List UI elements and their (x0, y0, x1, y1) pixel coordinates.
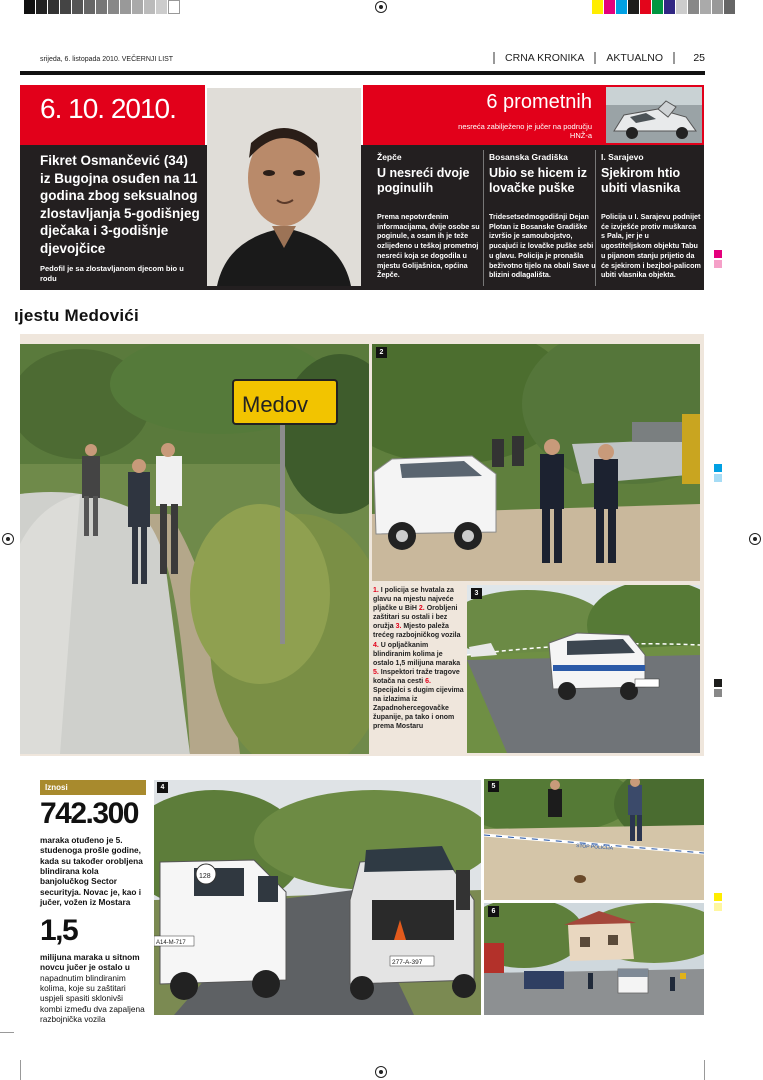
divider (493, 52, 495, 64)
news-body: Policija u I. Sarajevu podnijet će izvješće protiv muškarca s Pala, jer je u ugostiteljskom objektu Tabu u pijanom stanju prijetio da će sjekirom i bezjbol-palicom ubiti vlasnika objekta. (601, 212, 701, 280)
photo-1-road-sign (20, 344, 369, 754)
news-body: Tridesetsedmogodišnji Dejan Plotan iz Bosanske Gradiške izvršio je samoubojstvo, pucajući iz lovačke puške sebi u glavu. Policija je pronašla beživotno tijelo na obali Save u blizini odlagališta. (489, 212, 596, 280)
crop-line (0, 1032, 14, 1033)
publication-name: VEČERNJI LIST (121, 56, 174, 63)
caption-text: I policija se hvatala za glavu na mjestu najveće pljačke u BiH (373, 587, 454, 613)
news-place: Žepče (377, 152, 402, 162)
lead-headline: Fikret Osmančević (34) iz Bugojna osuđen na 11 godina zbog seksualnog zlostavljanja 5-godišnjeg dječaka i 3-godišnje djevojčice (40, 153, 200, 256)
photo-number-badge: 5 (488, 781, 499, 792)
caption-number: 3. (395, 623, 402, 631)
news-item (601, 152, 701, 286)
caption-text: Orobljeni zaštitari su ostali i bez oružja (373, 605, 458, 631)
amount-description-rest: napadnutim blindiranim kolima, koje su zaštitari uspjeli spasiti sklonivši kombi između dva zapaljena razbojnička vozila (40, 972, 145, 1025)
caption-number: 2. (418, 605, 425, 613)
checkpoint-scene (484, 903, 704, 1015)
magenta-swatch (714, 260, 722, 268)
amount-description: maraka otuđeno je 5. studenoga prošle godine, kada su također orobljena blindirana kola banjolučkog Sector securityja. Novac je, kao i jučer, vožen iz Mostara (40, 835, 143, 908)
van-number: 128 (199, 873, 211, 880)
date-line: srijeda, 6. listopada 2010. (40, 56, 120, 63)
photo-6-specials-checkpoint (484, 903, 704, 1015)
registration-mark-icon (375, 1, 387, 13)
news-place: Bosanska Gradiška (489, 152, 568, 162)
amount-description (40, 952, 146, 1025)
cmyk-color-bar (592, 0, 736, 14)
news-headline: Sjekirom htio ubiti vlasnika (601, 166, 681, 195)
photo-number-badge: 2 (376, 347, 387, 358)
caption-text: U opljačkanim blindiranim kolima je ostalo 1,5 milijuna maraka (373, 641, 461, 667)
page-number: 25 (693, 52, 705, 64)
section-title: ıjestu Medovići (14, 306, 139, 325)
amount-1-5: 1,5 (40, 914, 78, 947)
sign-text: Medov (242, 392, 309, 417)
photo-caption (373, 586, 465, 732)
caption-text: Specijalci s dugim cijevima na izlazima iz Zapadnohercegovačke županije, pa tako i onom prema Mostaru (373, 687, 464, 731)
inspectors-scene (484, 779, 704, 900)
date-banner (20, 85, 205, 145)
section-label-secondary: AKTUALNO (606, 52, 663, 64)
car-plate: 277-A-397 (392, 959, 423, 966)
divider (673, 52, 675, 64)
crashed-car-illustration (606, 87, 702, 143)
photo-4-armored-van (154, 780, 481, 1015)
amount-description-bold: milijuna maraka u sitnom novcu jučer je ostalo u (40, 952, 140, 973)
caption-number: 6. (425, 677, 431, 685)
stat-subtext: nesreća zabilježeno je jučer na području HNŽ-a (458, 122, 592, 141)
photo-5-inspectors (484, 779, 704, 900)
black-swatch (714, 689, 722, 697)
photo-number-badge: 3 (471, 588, 482, 599)
caption-text: Inspektori traže tragove kotača na cesti (373, 668, 460, 685)
caption-number: 4. (373, 641, 379, 649)
lead-subtext: Pedofil je sa zlostavljanom djecom bio u rodu (40, 264, 184, 284)
cyan-swatch (714, 464, 722, 472)
amount-742300: 742.300 (40, 797, 138, 830)
registration-mark-icon (749, 533, 761, 545)
section-nav (493, 52, 675, 64)
registration-mark-icon (2, 533, 14, 545)
iznosi-label: Iznosi (40, 780, 146, 795)
photo-3-police-car (467, 585, 700, 753)
crash-photo (604, 85, 704, 145)
armored-van-scene (154, 780, 481, 1015)
portrait-illustration (207, 88, 361, 286)
news-headline: U nesreći dvoje poginulih (377, 166, 470, 195)
police-car-scene (467, 585, 700, 753)
news-item (377, 152, 485, 286)
yellow-swatch (714, 903, 722, 911)
registration-mark-icon (375, 1066, 387, 1078)
cyan-swatch (714, 474, 722, 482)
photo-2-police-at-scene (372, 344, 700, 581)
tape-text: STOP POLICIJA (575, 843, 614, 852)
news-item (489, 152, 597, 286)
stat-number: 6 prometnih (486, 91, 592, 113)
caption-number: 1. (373, 587, 379, 594)
section-label-primary: CRNA KRONIKA (505, 52, 585, 64)
divider (594, 52, 596, 64)
stat-banner (363, 85, 604, 145)
portrait-photo (207, 88, 361, 286)
caption-number: 5. (373, 668, 379, 676)
crop-line (20, 1060, 21, 1080)
black-swatch (714, 679, 722, 687)
caption-text: Mjesto paleža trećeg razbojničkog vozila (373, 623, 461, 640)
road-sign-scene (20, 344, 369, 754)
yellow-swatch (714, 893, 722, 901)
news-place: I. Sarajevo (601, 152, 644, 162)
header-rule (20, 71, 705, 75)
crop-line (704, 1060, 705, 1080)
police-scene (372, 344, 700, 581)
grayscale-color-bar (24, 0, 180, 14)
van-plate: A14-M-717 (156, 940, 186, 946)
news-headline: Ubio se hicem iz lovačke puške (489, 166, 587, 195)
news-body: Prema nepotvrđenim informacijama, dvije osobe su poginule, a osam ih je teže ozlijeđeno u teškoj prometnoj nesreći koja se dogodila u mjestu Golijašnica, općina Žepče. (377, 212, 480, 280)
photo-number-badge: 4 (157, 782, 168, 793)
magenta-swatch (714, 250, 722, 258)
page-header-date (40, 56, 173, 63)
banner-date: 6. 10. 2010. (40, 93, 176, 124)
photo-number-badge: 6 (488, 906, 499, 917)
